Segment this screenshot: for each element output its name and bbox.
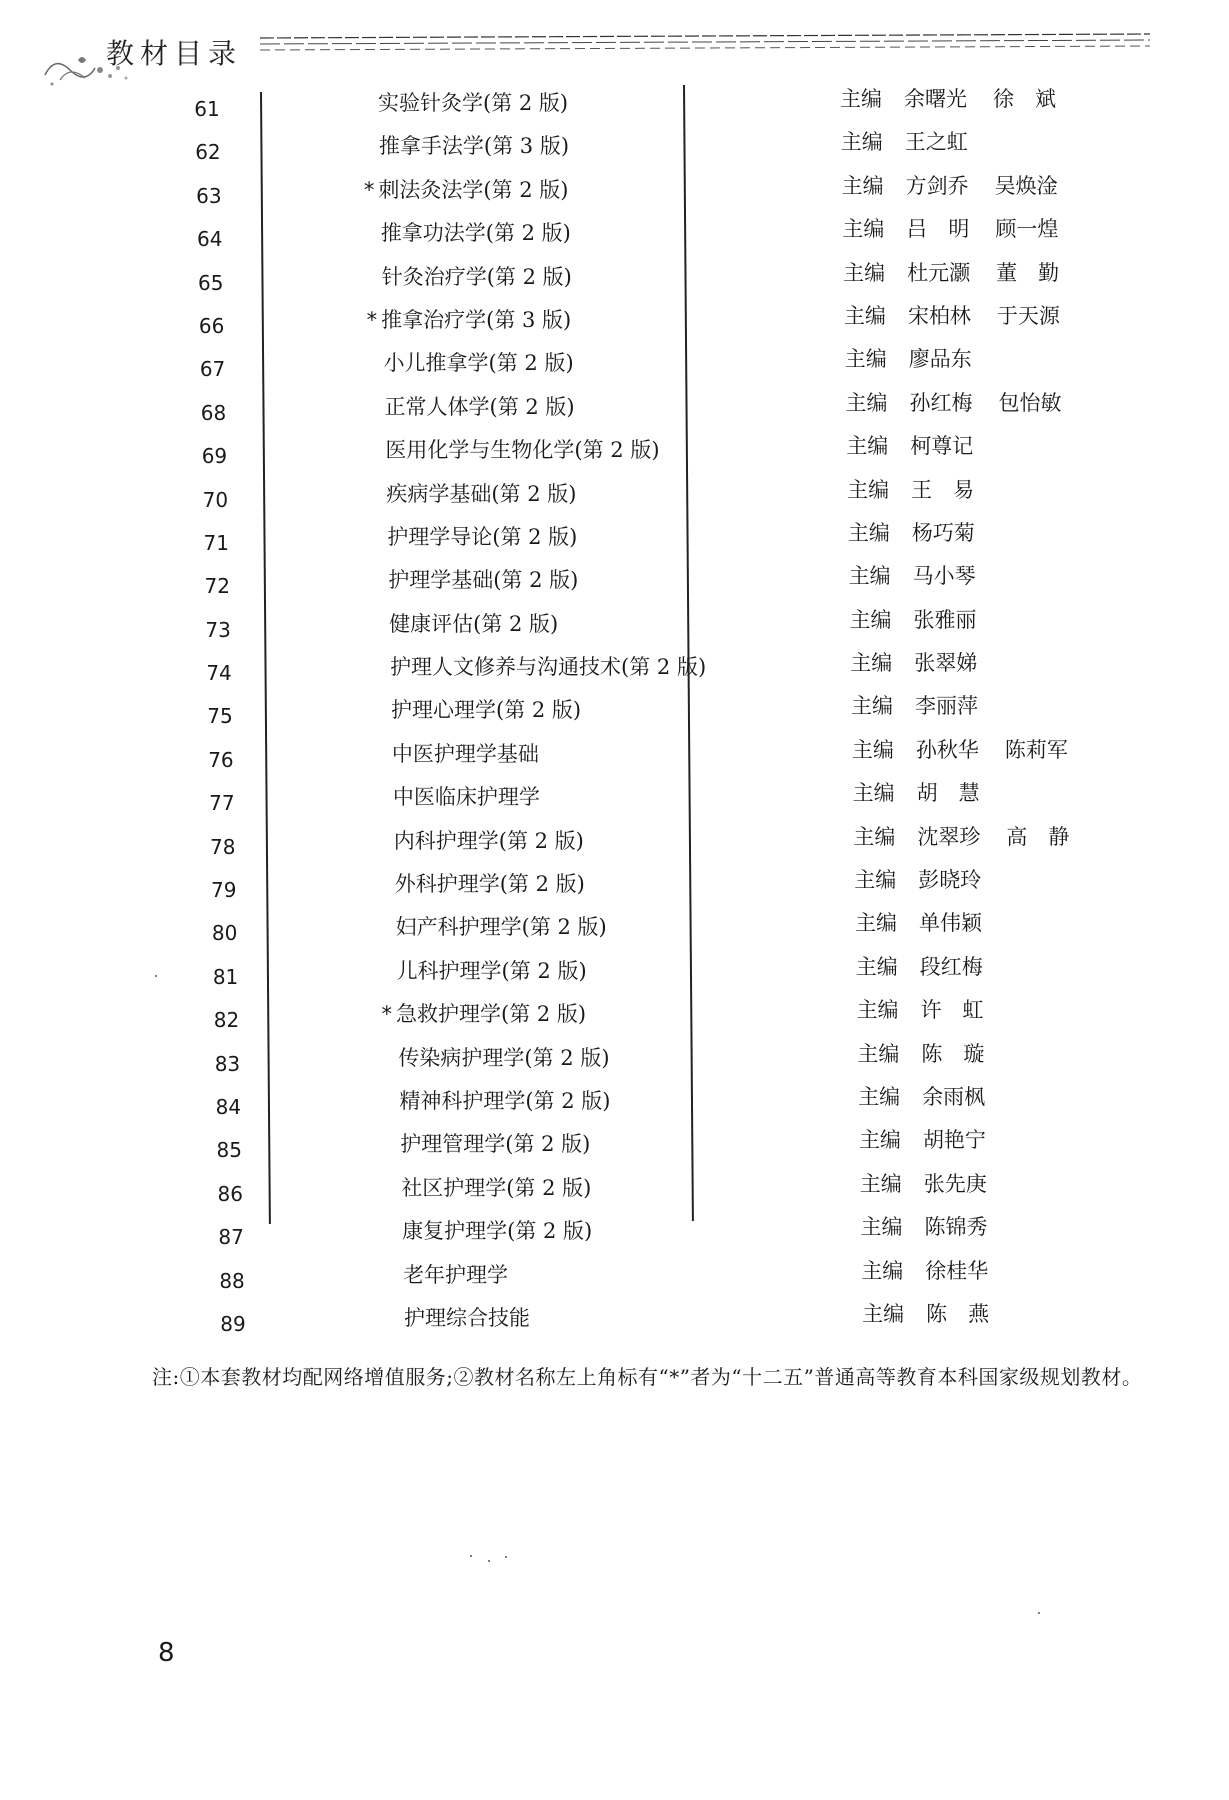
editor-name: 柯尊记 xyxy=(910,434,974,459)
editor-name: 廖品东 xyxy=(908,347,972,372)
textbook-title xyxy=(382,999,587,1029)
table-row xyxy=(0,609,1229,652)
role-label: 主编 xyxy=(842,217,885,242)
editor-cell xyxy=(849,561,1002,591)
table-row xyxy=(0,88,1229,131)
editor-cell xyxy=(859,1125,1012,1155)
textbook-title xyxy=(396,912,607,942)
textbook-title-text: 护理心理学(第 2 版) xyxy=(391,698,582,723)
editor-name: 徐桂华 xyxy=(925,1258,989,1283)
editor-cell xyxy=(854,865,1007,895)
editor-name: 陈莉军 xyxy=(1004,737,1068,762)
table-row xyxy=(0,218,1229,261)
textbook-title-text: 急救护理学(第 2 版) xyxy=(396,1002,587,1027)
textbook-title xyxy=(385,392,575,422)
table-row xyxy=(0,392,1229,435)
table-row xyxy=(0,522,1229,565)
textbook-title xyxy=(392,739,539,769)
table-row xyxy=(0,435,1229,478)
editor-name: 陈 燕 xyxy=(926,1301,990,1326)
table-row xyxy=(0,1260,1229,1303)
table-row xyxy=(0,652,1229,695)
textbook-title xyxy=(400,1129,590,1159)
role-label: 主编 xyxy=(847,520,890,545)
textbook-title-text: 推拿手法学(第 3 版) xyxy=(378,134,570,159)
textbook-title-text: 社区护理学(第 2 版) xyxy=(401,1175,592,1200)
editor-cell xyxy=(848,518,1001,548)
scan-speck xyxy=(505,1556,507,1558)
role-label: 主编 xyxy=(848,564,891,589)
textbook-title-text: 护理学导论(第 2 版) xyxy=(387,524,578,549)
role-label: 主编 xyxy=(840,87,882,111)
table-row xyxy=(0,695,1229,738)
textbook-title xyxy=(379,131,569,161)
editor-cell xyxy=(842,214,1084,244)
editor-cell xyxy=(852,735,1094,765)
editor-cell xyxy=(856,952,1009,982)
table-row xyxy=(0,1216,1229,1259)
editor-name: 张先庚 xyxy=(923,1171,987,1196)
editor-name: 胡艳宁 xyxy=(922,1128,986,1153)
row-number: 82 xyxy=(213,1008,240,1033)
textbook-title xyxy=(394,826,584,856)
role-label: 主编 xyxy=(861,1258,904,1283)
textbook-title xyxy=(381,218,571,248)
table-row xyxy=(0,348,1229,391)
row-number: 72 xyxy=(204,574,230,599)
editor-name: 顾一煌 xyxy=(995,217,1059,242)
table-row xyxy=(0,565,1229,608)
role-label: 主编 xyxy=(856,998,899,1023)
table-row xyxy=(0,869,1229,912)
textbook-title-text: 护理人文修养与沟通技术(第 2 版) xyxy=(390,655,707,680)
textbook-title-text: 妇产科护理学(第 2 版) xyxy=(395,915,607,940)
textbook-title-text: 老年护理学 xyxy=(403,1262,509,1287)
row-number: 64 xyxy=(197,227,223,252)
textbook-title-text: 疾病学基础(第 2 版) xyxy=(386,481,577,506)
textbook-title xyxy=(364,175,569,205)
textbook-title-text: 外科护理学(第 2 版) xyxy=(394,872,585,897)
textbook-title xyxy=(367,305,572,335)
editor-name: 彭晓玲 xyxy=(918,868,982,893)
table-row xyxy=(0,262,1229,305)
catalog-table xyxy=(0,88,1229,1346)
editor-cell xyxy=(841,127,994,157)
editor-name: 杜元灏 xyxy=(907,260,971,285)
role-label: 主编 xyxy=(841,173,884,198)
role-label: 主编 xyxy=(844,347,887,372)
textbook-title xyxy=(404,1303,530,1333)
national-plan-star-mark: * xyxy=(381,1002,392,1027)
row-number: 67 xyxy=(199,357,226,382)
textbook-title-text: 中医临床护理学 xyxy=(392,785,540,810)
textbook-title-text: 护理学基础(第 2 版) xyxy=(388,568,579,593)
textbook-title xyxy=(398,1043,609,1073)
row-number: 78 xyxy=(210,834,236,859)
editor-cell xyxy=(847,475,1000,505)
textbook-title xyxy=(390,652,706,682)
row-number: 66 xyxy=(198,313,225,338)
editor-cell xyxy=(842,171,1084,201)
editor-name: 许 虹 xyxy=(920,998,984,1023)
row-number: 80 xyxy=(211,921,238,946)
textbook-title xyxy=(387,522,577,552)
editor-cell xyxy=(846,431,999,461)
row-number: 70 xyxy=(202,487,229,512)
row-number: 69 xyxy=(201,444,228,469)
row-number: 71 xyxy=(203,530,229,555)
role-label: 主编 xyxy=(862,1301,905,1326)
role-label: 主编 xyxy=(851,737,894,762)
editor-cell xyxy=(858,1082,1011,1112)
textbook-title-text: 针灸治疗学(第 2 版) xyxy=(381,264,572,289)
role-label: 主编 xyxy=(847,477,890,502)
role-label: 主编 xyxy=(853,824,896,849)
textbook-title xyxy=(386,479,576,509)
editor-cell xyxy=(861,1212,1014,1242)
textbook-title xyxy=(395,869,585,899)
editor-name: 徐 斌 xyxy=(993,87,1056,111)
role-label: 主编 xyxy=(859,1171,902,1196)
textbook-title-text: 护理管理学(第 2 版) xyxy=(400,1132,591,1157)
editor-name: 沈翠珍 xyxy=(917,824,981,849)
textbook-title xyxy=(384,348,574,378)
scan-speck xyxy=(488,1560,490,1562)
editor-cell xyxy=(844,301,1086,331)
row-number: 73 xyxy=(205,617,231,642)
editor-name: 陈锦秀 xyxy=(924,1215,988,1240)
textbook-title-text: 刺法灸法学(第 2 版) xyxy=(378,177,569,202)
table-row xyxy=(0,1086,1229,1129)
editor-name: 余曙光 xyxy=(904,87,967,111)
textbook-title xyxy=(393,782,540,812)
row-number: 83 xyxy=(214,1051,241,1076)
role-label: 主编 xyxy=(852,781,895,806)
table-row xyxy=(0,782,1229,825)
editor-name: 吕 明 xyxy=(906,217,970,242)
editor-cell xyxy=(857,995,1010,1025)
textbook-title-text: 精神科护理学(第 2 版) xyxy=(399,1088,611,1113)
textbook-title xyxy=(399,1086,610,1116)
editor-name: 于天源 xyxy=(996,303,1060,328)
row-number: 89 xyxy=(220,1311,246,1336)
role-label: 主编 xyxy=(840,130,883,155)
page-header xyxy=(40,22,1150,92)
row-number: 63 xyxy=(196,183,222,208)
editor-name: 段红梅 xyxy=(919,954,983,979)
editor-name: 孙红梅 xyxy=(909,390,973,415)
textbook-title-text: 实验针灸学(第 2 版) xyxy=(378,91,569,115)
editor-name: 陈 璇 xyxy=(921,1041,985,1066)
editor-cell xyxy=(853,822,1095,852)
row-number: 88 xyxy=(219,1268,245,1293)
row-number: 62 xyxy=(195,140,221,165)
header-title: 教材目录 xyxy=(106,37,243,70)
editor-name: 马小琴 xyxy=(912,564,976,589)
textbook-title-text: 中医护理学基础 xyxy=(391,741,539,766)
role-label: 主编 xyxy=(851,694,894,719)
scan-speck xyxy=(470,1555,472,1557)
editor-name: 余雨枫 xyxy=(922,1084,986,1109)
row-number: 84 xyxy=(215,1094,242,1119)
role-label: 主编 xyxy=(845,390,888,415)
editor-name: 杨巧菊 xyxy=(911,520,975,545)
editor-name: 李丽萍 xyxy=(915,694,979,719)
row-number: 87 xyxy=(218,1225,244,1250)
textbook-title-text: 护理综合技能 xyxy=(404,1305,530,1330)
role-label: 主编 xyxy=(843,260,886,285)
editor-cell xyxy=(851,691,1004,721)
editor-name: 董 勤 xyxy=(996,260,1060,285)
textbook-title-text: 小儿推拿学(第 2 版) xyxy=(383,351,574,376)
editor-cell xyxy=(845,344,998,374)
textbook-title-text: 健康评估(第 2 版) xyxy=(389,611,559,636)
textbook-title xyxy=(403,1260,508,1290)
table-row xyxy=(0,739,1229,782)
textbook-title xyxy=(388,565,578,595)
textbook-title-text: 推拿功法学(第 2 版) xyxy=(380,221,571,246)
textbook-title-text: 内科护理学(第 2 版) xyxy=(393,828,584,853)
role-label: 主编 xyxy=(849,607,892,632)
editor-name: 单伟颖 xyxy=(918,911,982,936)
editor-cell xyxy=(862,1299,1015,1329)
editor-name: 方剑乔 xyxy=(905,173,969,198)
header-rule xyxy=(260,28,1150,58)
table-row xyxy=(0,956,1229,999)
table-row xyxy=(0,131,1229,174)
table-row xyxy=(0,479,1229,522)
editor-name: 吴焕淦 xyxy=(994,173,1058,198)
editor-cell xyxy=(853,778,1006,808)
textbook-title-text: 推拿治疗学(第 3 版) xyxy=(381,307,572,332)
textbook-title xyxy=(382,262,572,292)
textbook-title-text: 儿科护理学(第 2 版) xyxy=(396,958,587,983)
textbook-title-text: 医用化学与生物化学(第 2 版) xyxy=(385,438,660,463)
table-row xyxy=(0,826,1229,869)
editor-name: 包怡敏 xyxy=(998,390,1062,415)
editor-name: 胡 慧 xyxy=(916,781,980,806)
textbook-title xyxy=(401,1173,591,1203)
role-label: 主编 xyxy=(854,911,897,936)
scan-speck xyxy=(155,975,157,977)
textbook-title xyxy=(385,435,659,465)
row-number: 75 xyxy=(207,704,233,729)
role-label: 主编 xyxy=(850,651,893,676)
editor-name: 宋柏林 xyxy=(907,303,971,328)
editor-cell xyxy=(855,908,1008,938)
row-number: 85 xyxy=(216,1138,242,1163)
table-row xyxy=(0,1129,1229,1172)
row-number: 81 xyxy=(212,964,239,989)
row-number: 74 xyxy=(206,661,232,686)
footnote: 注:①本套教材均配网络增值服务;②教材名称左上角标有“*”者为“十二五”普通高等教育本科国家级规划教材。 xyxy=(152,1365,1143,1389)
editor-cell xyxy=(861,1256,1014,1286)
editor-cell xyxy=(850,648,1003,678)
role-label: 主编 xyxy=(854,868,897,893)
table-row xyxy=(0,175,1229,218)
role-label: 主编 xyxy=(843,303,886,328)
editor-cell xyxy=(860,1169,1013,1199)
table-row xyxy=(0,999,1229,1042)
role-label: 主编 xyxy=(858,1084,901,1109)
row-number: 79 xyxy=(210,878,237,903)
editor-name: 王之虹 xyxy=(904,130,968,155)
national-plan-star-mark: * xyxy=(366,307,378,332)
editor-name: 张雅丽 xyxy=(913,607,977,632)
editor-name: 张翠娣 xyxy=(914,651,978,676)
editor-cell xyxy=(840,84,1082,114)
textbook-title xyxy=(402,1216,592,1246)
textbook-title xyxy=(389,609,558,639)
editor-cell xyxy=(849,605,1002,635)
row-number: 65 xyxy=(197,270,224,295)
editor-name: 高 静 xyxy=(1006,824,1070,849)
textbook-title xyxy=(378,88,568,118)
table-row xyxy=(0,1043,1229,1086)
textbook-title xyxy=(391,695,581,725)
role-label: 主编 xyxy=(855,954,898,979)
role-label: 主编 xyxy=(846,434,889,459)
page-number: 8 xyxy=(158,1638,175,1668)
row-number: 86 xyxy=(217,1181,243,1206)
textbook-title xyxy=(397,956,587,986)
scan-speck xyxy=(1038,1612,1040,1614)
role-label: 主编 xyxy=(860,1215,903,1240)
editor-name: 王 易 xyxy=(911,477,975,502)
editor-name: 孙秋华 xyxy=(915,737,979,762)
table-row xyxy=(0,912,1229,955)
textbook-title-text: 正常人体学(第 2 版) xyxy=(384,394,575,419)
textbook-title-text: 康复护理学(第 2 版) xyxy=(402,1219,593,1244)
table-row xyxy=(0,305,1229,348)
role-label: 主编 xyxy=(857,1041,900,1066)
table-row xyxy=(0,1303,1229,1346)
row-number: 76 xyxy=(208,747,234,772)
role-label: 主编 xyxy=(858,1128,901,1153)
editor-cell xyxy=(843,258,1085,288)
editor-cell xyxy=(857,1039,1010,1069)
national-plan-star-mark: * xyxy=(363,177,375,202)
textbook-title-text: 传染病护理学(第 2 版) xyxy=(398,1045,610,1070)
row-number: 68 xyxy=(200,400,227,425)
editor-cell xyxy=(846,388,1088,418)
table-row xyxy=(0,1173,1229,1216)
row-number: 61 xyxy=(194,97,220,121)
row-number: 77 xyxy=(209,791,235,816)
